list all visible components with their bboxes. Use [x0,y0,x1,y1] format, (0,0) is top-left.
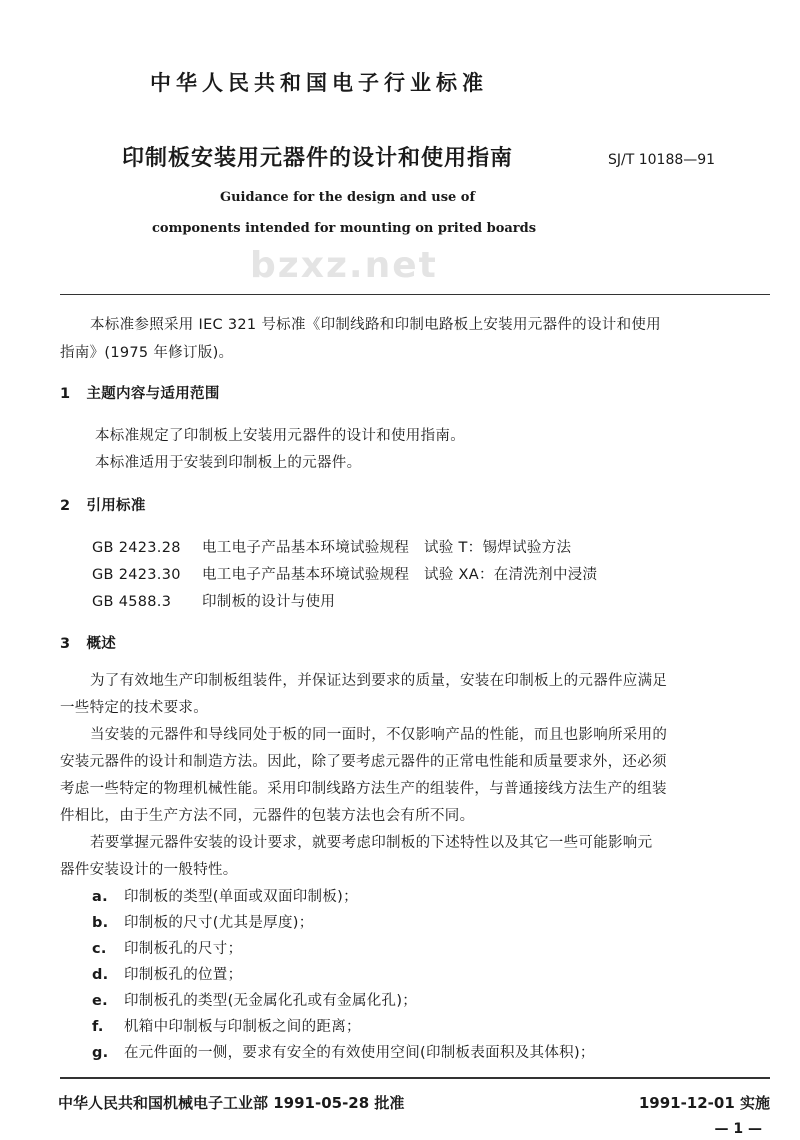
list-item [92,1044,595,1062]
standard-number: SJ/T 10188—91 [608,152,716,168]
reference-text: 印制板的设计与使用 [202,594,336,610]
reference-row [92,566,597,584]
list-item [92,992,417,1010]
body-line: 考虑一些特定的物理机械性能。采用印制线路方法生产的组装件，与普通接线方法生产的组装 [60,781,667,797]
section-number: 1 [60,386,71,402]
item-text: 印制板的尺寸(尤其是厚度)； [124,915,314,931]
item-text: 印制板的类型(单面或双面印制板)； [124,889,358,905]
body-line: 一些特定的技术要求。 [60,700,208,716]
page-number: — 1 — [714,1121,762,1137]
item-text: 印制板孔的位置； [124,967,243,983]
body-line: 本标准规定了印制板上安装用元器件的设计和使用指南。 [95,428,465,444]
list-item [92,888,358,906]
section-title: 概述 [86,636,117,652]
approval-text: 中华人民共和国机械电子工业部 1991-05-28 批准 [58,1094,405,1112]
section-2-heading [60,497,146,515]
section-number: 2 [60,498,71,514]
reference-text: 电工电子产品基本环境试验规程 试验 XA：在清洗剂中浸渍 [202,567,598,583]
body-line: 安装元器件的设计和制造方法。因此，除了要考虑元器件的正常电性能和质量要求外，还必须 [60,754,667,770]
body-line: 若要掌握元器件安装的设计要求，就要考虑印制板的下述特性以及其它一些可能影响元 [90,835,653,851]
org-standard-heading: 中华人民共和国电子行业标准 [150,71,488,95]
intro-line: 指南》(1975 年修订版)。 [60,345,234,361]
item-label: d. [92,967,109,983]
section-1-heading [60,385,220,403]
body-line: 当安装的元器件和导线同处于板的同一面时，不仅影响产品的性能，而且也影响所采用的 [90,727,668,743]
section-3-heading [60,635,116,653]
item-text: 印制板孔的类型(无金属化孔或有金属化孔)； [124,993,418,1009]
body-line: 为了有效地生产印制板组装件，并保证达到要求的质量，安装在印制板上的元器件应满足 [90,673,668,689]
section-title: 主题内容与适用范围 [86,386,220,402]
item-label: f. [92,1019,104,1035]
reference-row [92,539,571,557]
item-text: 在元件面的一侧，要求有安全的有效使用空间(印制板表面积及其体积)； [124,1045,595,1061]
list-item [92,940,242,958]
item-label: a. [92,889,108,905]
reference-text: 电工电子产品基本环境试验规程 试验 T：锡焊试验方法 [202,540,572,556]
reference-code: GB 4588.3 [92,594,172,610]
item-label: c. [92,941,107,957]
list-item [92,966,242,984]
item-label: e. [92,993,108,1009]
list-item [92,1018,361,1036]
header-divider [60,294,770,295]
item-label: b. [92,915,109,931]
reference-code: GB 2423.30 [92,567,181,583]
item-label: g. [92,1045,109,1061]
reference-row [92,593,335,611]
item-text: 机箱中印制板与印制板之间的距离； [124,1019,361,1035]
watermark: bzxz.net [250,245,438,286]
document-title: 印制板安装用元器件的设计和使用指南 [122,146,514,171]
title-en-line2: components intended for mounting on prited boards [152,221,537,236]
body-line: 件相比，由于生产方法不同，元器件的包装方法也会有所不同。 [60,808,475,824]
intro-line: 本标准参照采用 IEC 321 号标准《印制线路和印制电路板上安装用元器件的设计和使用 [90,317,661,333]
section-number: 3 [60,636,71,652]
section-title: 引用标准 [86,498,146,514]
reference-code: GB 2423.28 [92,540,181,556]
effective-date: 1991-12-01 实施 [638,1094,770,1112]
item-text: 印制板孔的尺寸； [124,941,243,957]
footer-divider [60,1077,770,1079]
body-line: 器件安装设计的一般特性。 [60,862,238,878]
list-item [92,914,314,932]
title-en-line1: Guidance for the design and use of [220,190,476,205]
body-line: 本标准适用于安装到印制板上的元器件。 [95,455,362,471]
